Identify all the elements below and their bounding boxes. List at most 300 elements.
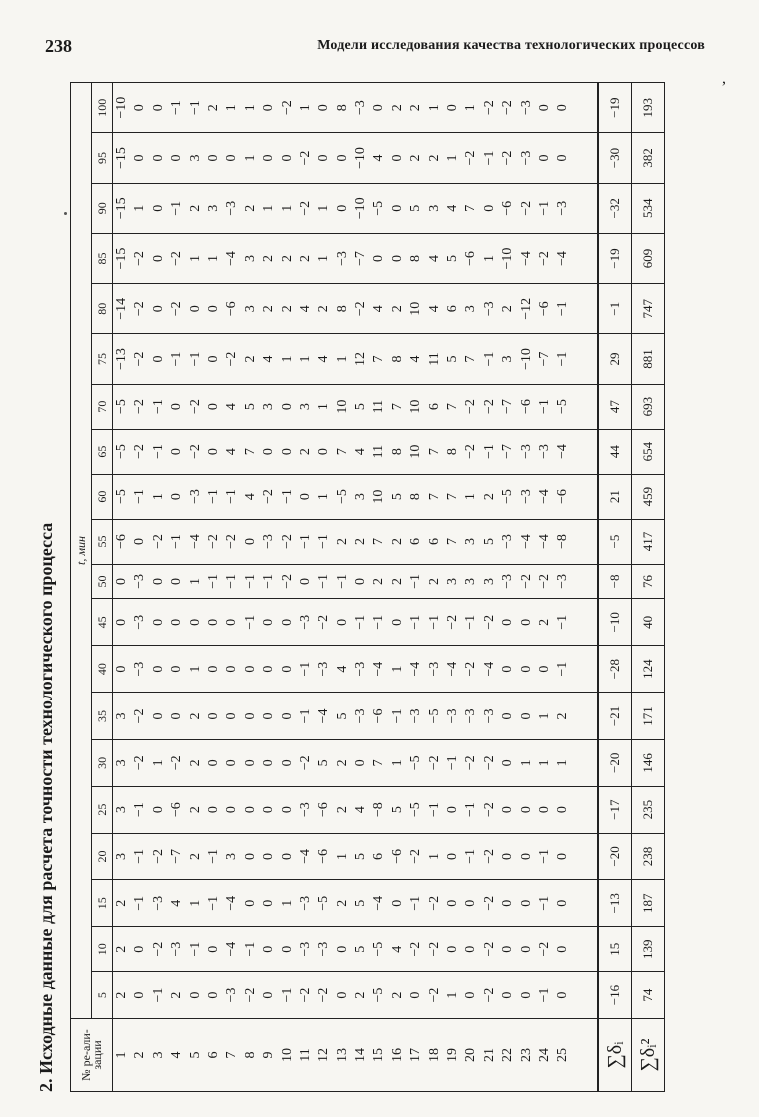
deviation-value: 6	[408, 538, 424, 546]
sum-value: −32	[598, 183, 632, 233]
deviation-value: −6	[555, 489, 571, 505]
deviation-value: −3	[316, 941, 332, 957]
deviation-value: −4	[371, 661, 387, 677]
time-value: 10	[92, 927, 113, 972]
margin-mark: ,	[722, 70, 726, 87]
deviation-value: −8	[555, 534, 571, 549]
deviation-value: −2	[426, 941, 442, 957]
deviation-value: −2	[297, 755, 313, 771]
deviation-column	[113, 83, 599, 133]
deviation-value: 4	[297, 305, 313, 313]
deviation-value: −7	[500, 399, 516, 415]
deviation-value: 10	[371, 489, 387, 504]
deviation-column	[113, 133, 599, 183]
deviation-value: −4	[408, 661, 424, 677]
deviation-value: 3	[242, 255, 258, 263]
deviation-value: 0	[261, 759, 277, 767]
deviation-value: −3	[169, 941, 185, 957]
deviation-value: −5	[316, 895, 332, 911]
deviation-value: −3	[481, 301, 497, 317]
deviation-value: −2	[132, 399, 148, 415]
deviation-column	[113, 786, 599, 833]
deviation-value: 0	[132, 991, 148, 999]
deviation-value: 0	[279, 945, 295, 953]
deviation-value: 0	[334, 204, 350, 212]
deviation-value: 0	[242, 852, 258, 860]
deviation-value: 8	[389, 355, 405, 363]
deviation-value: −7	[353, 251, 369, 266]
deviation-value: −1	[371, 614, 387, 630]
deviation-column	[113, 233, 599, 283]
deviation-value: 3	[114, 852, 129, 860]
deviation-value: 0	[205, 806, 221, 814]
deviation-value: 2	[481, 493, 497, 501]
deviation-value: 7	[334, 448, 350, 456]
deviation-value: −1	[463, 802, 479, 818]
deviation-value: −2	[481, 987, 497, 1003]
deviation-value: 0	[316, 104, 332, 112]
deviation-value: −1	[224, 489, 240, 505]
deviation-value: 0	[500, 945, 516, 953]
deviation-value: −2	[500, 100, 516, 116]
deviation-value: 0	[114, 577, 129, 585]
deviation-value: 0	[445, 806, 461, 814]
deviation-value: 5	[445, 355, 461, 363]
deviation-value: 0	[242, 665, 258, 673]
deviation-value: −4	[536, 534, 552, 549]
deviation-value: 0	[150, 255, 166, 263]
deviation-value: −10	[353, 147, 369, 169]
time-value: 35	[92, 693, 113, 740]
deviation-value: −3	[224, 200, 240, 216]
deviation-value: 0	[132, 538, 148, 546]
deviation-value: −4	[224, 895, 240, 911]
deviation-value: 0	[389, 618, 405, 626]
sumsq-value: 534	[632, 183, 665, 233]
deviation-value: −6	[371, 708, 387, 724]
replication-number: 16	[389, 1048, 405, 1062]
deviation-value: 5	[334, 712, 350, 720]
deviation-value: −7	[169, 849, 185, 864]
deviation-value: 1	[316, 403, 332, 411]
deviation-value: −3	[132, 614, 148, 630]
deviation-column	[113, 599, 599, 646]
deviation-value: −4	[371, 895, 387, 911]
sumsq-value: 74	[632, 972, 665, 1019]
deviation-value: −2	[408, 941, 424, 957]
deviation-value: 0	[555, 806, 571, 814]
time-value: 75	[92, 334, 113, 384]
deviation-column	[113, 564, 599, 599]
deviation-value: 0	[518, 945, 534, 953]
deviation-value: 2	[261, 305, 277, 313]
deviation-value: −1	[536, 987, 552, 1003]
time-header-row	[92, 83, 113, 1092]
deviation-value: −4	[445, 661, 461, 677]
deviation-value: −2	[481, 614, 497, 630]
deviation-column	[113, 284, 599, 334]
deviation-value: 0	[261, 945, 277, 953]
deviation-value: 11	[371, 399, 387, 414]
deviation-value: 0	[463, 991, 479, 999]
deviation-value: 2	[408, 104, 424, 112]
deviation-value: −2	[481, 100, 497, 116]
sum-value: 21	[598, 474, 632, 519]
deviation-value: 8	[408, 255, 424, 263]
deviation-value: 2	[389, 104, 405, 112]
deviation-value: −1	[150, 444, 166, 460]
deviation-value: 1	[463, 104, 479, 112]
deviation-value: −1	[297, 534, 313, 549]
deviation-value: 2	[242, 355, 258, 363]
deviation-value: 0	[279, 448, 295, 456]
deviation-value: 4	[426, 255, 442, 263]
deviation-value: 2	[426, 154, 442, 162]
deviation-value: −1	[261, 574, 277, 589]
deviation-value: −6	[536, 301, 552, 317]
deviation-value: −3	[353, 100, 369, 116]
deviation-value: −2	[187, 399, 203, 415]
deviation-value: −4	[518, 251, 534, 266]
deviation-value: −1	[481, 150, 497, 166]
time-value: 80	[92, 284, 113, 334]
sum-value: 29	[598, 334, 632, 384]
deviation-value: 0	[334, 618, 350, 626]
deviation-value: 7	[389, 403, 405, 411]
sumsq-value: 187	[632, 880, 665, 927]
deviation-value: 1	[150, 759, 166, 767]
deviation-value: 0	[205, 991, 221, 999]
deviation-value: 3	[426, 204, 442, 212]
deviation-value: 0	[279, 618, 295, 626]
deviation-value: −1	[481, 444, 497, 460]
deviation-value: −1	[205, 895, 221, 911]
deviation-value: 0	[205, 759, 221, 767]
deviation-value: −2	[316, 987, 332, 1003]
sum-value: −19	[598, 233, 632, 283]
replication-number: 4	[169, 1051, 185, 1059]
deviation-value: 5	[389, 806, 405, 814]
sumsq-value: 747	[632, 284, 665, 334]
deviation-value: 7	[445, 403, 461, 411]
deviation-value: −5	[114, 399, 129, 415]
deviation-value: −3	[555, 574, 571, 589]
deviation-value: 1	[279, 355, 295, 363]
deviation-value: 2	[389, 577, 405, 585]
deviation-value: 4	[371, 305, 387, 313]
deviation-value: 0	[500, 665, 516, 673]
deviation-value: 2	[297, 448, 313, 456]
deviation-value: 1	[334, 355, 350, 363]
deviation-value: 0	[205, 355, 221, 363]
deviation-value: 1	[187, 899, 203, 907]
deviation-column	[113, 474, 599, 519]
deviation-value: 5	[353, 945, 369, 953]
deviation-value: 1	[132, 204, 148, 212]
deviation-value: 7	[242, 448, 258, 456]
deviation-value: −2	[481, 755, 497, 771]
deviation-value: −5	[408, 755, 424, 771]
deviation-value: 2	[261, 255, 277, 263]
deviation-value: −3	[261, 534, 277, 549]
deviation-value: 2	[389, 991, 405, 999]
deviation-value: −2	[169, 301, 185, 317]
deviation-value: 0	[169, 403, 185, 411]
deviation-value: 4	[353, 448, 369, 456]
deviation-value: 0	[187, 618, 203, 626]
sum-row	[598, 83, 632, 1092]
deviation-value: 0	[150, 577, 166, 585]
deviation-value: 0	[500, 712, 516, 720]
sumsq-value: 382	[632, 133, 665, 183]
time-value: 30	[92, 739, 113, 786]
sumsq-value: 124	[632, 646, 665, 693]
deviation-value: −2	[481, 849, 497, 864]
deviation-value: 3	[481, 577, 497, 585]
deviation-value: −1	[242, 941, 258, 957]
sum-value: 15	[598, 927, 632, 972]
header-row-top	[71, 83, 92, 1092]
deviation-value: 1	[316, 493, 332, 501]
deviation-value: 4	[224, 448, 240, 456]
deviation-value: −1	[408, 574, 424, 589]
deviation-value: 0	[279, 759, 295, 767]
deviation-column	[113, 927, 599, 972]
deviation-value: −14	[114, 297, 129, 320]
deviation-value: −1	[169, 534, 185, 549]
deviation-value: −1	[187, 941, 203, 957]
deviation-value: −2	[316, 614, 332, 630]
deviation-value: −4	[187, 534, 203, 549]
deviation-value: 2	[187, 204, 203, 212]
deviation-value: 0	[334, 991, 350, 999]
deviation-value: −1	[463, 614, 479, 630]
deviation-value: 0	[279, 403, 295, 411]
deviation-value: −2	[463, 661, 479, 677]
deviation-value: 0	[500, 991, 516, 999]
deviation-value: 0	[205, 618, 221, 626]
sum-value: −17	[598, 786, 632, 833]
deviation-column	[113, 646, 599, 693]
deviation-value: 2	[114, 899, 129, 907]
deviation-value: 2	[316, 305, 332, 313]
deviation-value: −1	[536, 849, 552, 864]
deviation-value: −3	[536, 444, 552, 460]
replication-number: 7	[224, 1051, 240, 1059]
deviation-value: 0	[279, 712, 295, 720]
deviation-value: 0	[261, 899, 277, 907]
time-value: 70	[92, 384, 113, 429]
deviation-value: 1	[334, 852, 350, 860]
replication-number: 24	[536, 1048, 552, 1062]
deviation-value: −1	[242, 574, 258, 589]
deviation-value: 5	[316, 759, 332, 767]
deviation-value: 1	[555, 759, 571, 767]
deviation-value: 0	[279, 665, 295, 673]
deviation-value: −15	[114, 147, 129, 169]
deviation-value: 1	[297, 355, 313, 363]
deviation-value: −2	[463, 755, 479, 771]
table-caption: 2. Исходные данные для расчета точности технологического процесса	[36, 522, 56, 1092]
deviation-column	[113, 519, 599, 564]
deviation-value: 1	[389, 665, 405, 673]
deviation-column	[113, 183, 599, 233]
deviation-value: 3	[297, 403, 313, 411]
sum-value: −1	[598, 284, 632, 334]
deviation-value: 0	[389, 204, 405, 212]
deviation-value: −1	[224, 574, 240, 589]
deviation-value: 0	[518, 665, 534, 673]
deviation-value: 2	[114, 945, 129, 953]
deviation-value: −1	[169, 351, 185, 367]
deviation-value: 0	[536, 154, 552, 162]
deviation-value: −5	[114, 444, 129, 460]
sum-value: −28	[598, 646, 632, 693]
deviation-value: −1	[187, 100, 203, 116]
deviation-value: 3	[261, 403, 277, 411]
deviation-value: −2	[426, 987, 442, 1003]
deviation-value: −6	[389, 849, 405, 864]
deviation-value: 0	[169, 448, 185, 456]
deviation-value: −2	[297, 150, 313, 166]
deviation-value: 1	[297, 104, 313, 112]
sumsq-label: ∑δᵢ²	[632, 1019, 665, 1092]
sumsq-row	[632, 83, 665, 1092]
replication-number: 15	[371, 1048, 387, 1062]
replication-number: 6	[205, 1051, 221, 1059]
deviation-column	[113, 880, 599, 927]
deviation-value: −2	[242, 987, 258, 1003]
deviation-value: −2	[481, 941, 497, 957]
deviation-value: 0	[555, 104, 571, 112]
deviation-value: 1	[279, 899, 295, 907]
deviation-value: −3	[334, 251, 350, 266]
deviation-value: −2	[261, 489, 277, 505]
deviation-column	[113, 693, 599, 740]
deviation-value: −2	[279, 100, 295, 116]
deviation-value: −6	[224, 301, 240, 317]
deviation-value: −1	[279, 987, 295, 1003]
deviation-value: −6	[169, 802, 185, 818]
deviation-value: 7	[463, 355, 479, 363]
deviation-value: 3	[353, 493, 369, 501]
deviation-value: 0	[316, 154, 332, 162]
time-value: 40	[92, 646, 113, 693]
deviation-value: −2	[445, 614, 461, 630]
deviation-value: 0	[371, 104, 387, 112]
sum-value: −20	[598, 739, 632, 786]
deviation-value: 7	[426, 493, 442, 501]
deviation-value: −3	[408, 708, 424, 724]
replication-number: 23	[518, 1048, 534, 1062]
deviation-value: 5	[408, 204, 424, 212]
deviation-value: −1	[150, 987, 166, 1003]
time-value: 25	[92, 786, 113, 833]
deviation-value: −4	[555, 444, 571, 460]
time-value: 15	[92, 880, 113, 927]
deviation-value: 7	[426, 448, 442, 456]
deviation-value: 6	[445, 305, 461, 313]
deviation-value: −3	[481, 708, 497, 724]
deviation-value: −1	[536, 399, 552, 415]
deviation-value: −3	[297, 802, 313, 818]
time-value: 65	[92, 429, 113, 474]
deviation-value: 4	[445, 204, 461, 212]
deviation-value: 0	[261, 712, 277, 720]
deviation-value: 0	[169, 493, 185, 501]
deviation-value: 0	[150, 806, 166, 814]
deviation-value: 0	[555, 154, 571, 162]
deviation-value: −2	[169, 251, 185, 266]
deviation-value: −3	[297, 895, 313, 911]
deviation-value: 0	[261, 991, 277, 999]
replication-number: 18	[426, 1048, 442, 1062]
deviation-value: 0	[445, 945, 461, 953]
deviation-value: −4	[297, 849, 313, 864]
data-row	[113, 83, 599, 1092]
deviation-value: −5	[426, 708, 442, 724]
deviation-value: 3	[224, 852, 240, 860]
deviation-value: 1	[187, 665, 203, 673]
time-value: 60	[92, 474, 113, 519]
deviation-value: −2	[536, 574, 552, 589]
deviation-value: −6	[316, 802, 332, 818]
deviation-value: −2	[224, 351, 240, 367]
deviation-value: −4	[316, 708, 332, 724]
deviation-value: 2	[242, 204, 258, 212]
sum-value: −20	[598, 833, 632, 880]
deviation-value: 0	[353, 759, 369, 767]
replication-number: 8	[242, 1051, 258, 1059]
print-speck	[64, 212, 67, 215]
deviation-value: 5	[353, 899, 369, 907]
deviation-value: −2	[518, 574, 534, 589]
replication-header: № ре-али-зации	[71, 1019, 113, 1092]
sum-label: ∑δᵢ	[598, 1019, 632, 1092]
deviation-value: 4	[334, 665, 350, 673]
deviation-value: 8	[334, 305, 350, 313]
deviation-value: −2	[536, 251, 552, 266]
deviation-value: −5	[371, 200, 387, 216]
deviation-value: 1	[389, 759, 405, 767]
deviation-value: −1	[205, 574, 221, 589]
deviation-value: −7	[500, 444, 516, 460]
deviation-value: 10	[408, 444, 424, 459]
deviation-value: 0	[205, 945, 221, 953]
deviation-value: 0	[242, 806, 258, 814]
replication-number: 9	[261, 1051, 277, 1059]
time-value: 20	[92, 833, 113, 880]
deviation-value: 0	[150, 154, 166, 162]
deviation-value: 3	[205, 204, 221, 212]
deviation-value: −1	[169, 200, 185, 216]
deviation-value: −1	[150, 399, 166, 415]
deviation-value: 5	[353, 852, 369, 860]
deviation-value: 4	[316, 355, 332, 363]
deviation-value: 0	[518, 806, 534, 814]
deviation-value: −1	[205, 849, 221, 864]
page-header	[45, 36, 705, 60]
deviation-value: −1	[132, 895, 148, 911]
deviation-value: −2	[353, 301, 369, 317]
deviation-value: 0	[150, 665, 166, 673]
deviation-value: −3	[187, 489, 203, 505]
replication-number: 3	[150, 1051, 166, 1059]
replication-number: 12	[316, 1048, 332, 1062]
deviation-value: 0	[205, 448, 221, 456]
deviation-value: 0	[224, 154, 240, 162]
deviation-value: −4	[481, 661, 497, 677]
